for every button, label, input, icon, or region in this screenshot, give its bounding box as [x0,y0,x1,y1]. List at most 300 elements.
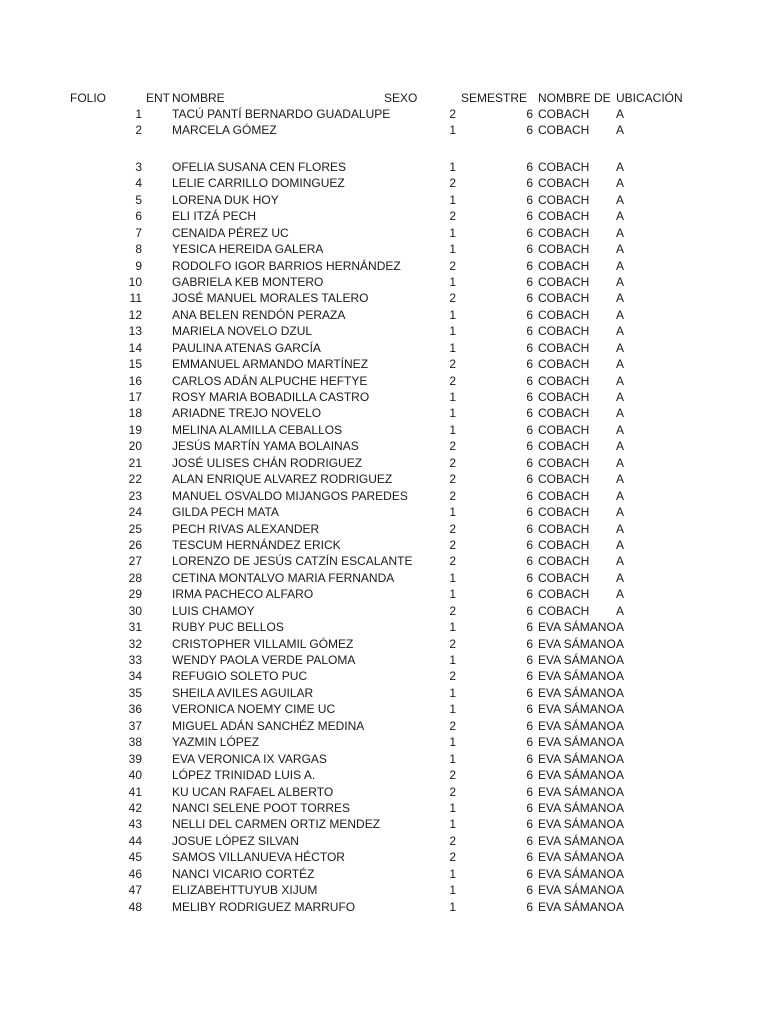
cell-sexo: 1 [449,159,456,174]
cell-number: 8 [135,242,142,257]
cell-ubicacion: A [616,274,625,289]
cell-escuela: COBACH [538,307,590,322]
cell-ubicacion: A [616,669,625,684]
table-row [0,340,768,356]
cell-escuela: EVA SÁMANO [538,800,616,815]
cell-semestre: 6 [526,422,533,437]
cell-number: 19 [128,422,142,437]
table-row [0,800,768,816]
cell-escuela: COBACH [538,505,590,520]
cell-ubicacion: A [616,620,625,635]
cell-nombre: WENDY PAOLA VERDE PALOMA [172,653,356,667]
cell-sexo: 2 [449,258,456,273]
cell-sexo: 2 [449,291,456,306]
cell-number: 5 [135,192,142,207]
cell-ubicacion: A [616,390,625,404]
cell-semestre: 6 [526,768,533,783]
cell-semestre: 6 [526,274,533,289]
cell-ubicacion: A [616,291,625,306]
cell-number: 30 [128,603,142,618]
cell-ubicacion: A [616,192,625,207]
cell-escuela: EVA SÁMANO [538,883,616,898]
cell-semestre: 6 [526,324,533,339]
cell-escuela: EVA SÁMANO [538,702,616,717]
cell-ubicacion: A [616,702,625,717]
cell-sexo: 1 [449,817,456,832]
cell-sexo: 1 [449,390,456,404]
cell-number: 15 [128,357,142,372]
cell-escuela: EVA SÁMANO [538,768,616,783]
cell-number: 38 [128,735,142,750]
table-row [0,619,768,635]
table-row [0,455,768,471]
table-row [0,849,768,865]
table-row [0,241,768,257]
cell-nombre: NANCI SELENE POOT TORRES [172,800,351,815]
cell-nombre: GABRIELA KEB MONTERO [172,274,324,289]
cell-ubicacion: A [616,768,625,783]
cell-escuela: EVA SÁMANO [538,833,616,848]
cell-semestre: 6 [526,620,533,635]
cell-escuela: EVA SÁMANO [538,784,616,799]
table-row [0,389,768,405]
cell-sexo: 1 [449,800,456,815]
cell-escuela: COBACH [538,554,590,569]
cell-semestre: 6 [526,784,533,799]
cell-ubicacion: A [616,587,625,602]
cell-ubicacion: A [616,357,625,372]
cell-ubicacion: A [616,735,625,750]
table-row [0,521,768,537]
cell-number: 35 [128,685,142,700]
cell-ubicacion: A [616,422,625,437]
cell-escuela: COBACH [538,537,590,552]
cell-number: 22 [128,472,142,487]
cell-escuela: COBACH [538,357,590,372]
table-row [0,685,768,701]
cell-sexo: 2 [449,176,456,191]
table-row [0,652,768,668]
cell-semestre: 6 [526,357,533,372]
table-row [0,570,768,586]
cell-nombre: OFELIA SUSANA CEN FLORES [172,159,347,174]
cell-escuela: COBACH [538,291,590,306]
cell-escuela: COBACH [538,176,590,191]
cell-nombre: REFUGIO SOLETO PUC [172,669,308,684]
header-ubicacion: UBICACIÓN [616,91,683,105]
cell-sexo: 2 [449,521,456,536]
cell-escuela: COBACH [538,258,590,273]
cell-sexo: 1 [449,422,456,437]
cell-semestre: 6 [526,390,533,404]
cell-ubicacion: A [616,242,625,257]
cell-sexo: 2 [449,472,456,487]
table-row [0,274,768,290]
cell-semestre: 6 [526,159,533,174]
cell-semestre: 6 [526,439,533,454]
cell-ubicacion: A [616,718,625,733]
cell-number: 40 [128,768,142,783]
cell-semestre: 6 [526,406,533,421]
cell-sexo: 2 [449,833,456,848]
cell-escuela: COBACH [538,242,590,257]
table-row [0,586,768,602]
cell-number: 28 [128,570,142,585]
cell-ubicacion: A [616,340,625,355]
cell-sexo: 1 [449,192,456,207]
cell-nombre: JOSÉ ULISES CHÁN RODRIGUEZ [172,455,363,470]
cell-nombre: KU UCAN RAFAEL ALBERTO [172,784,334,799]
cell-ubicacion: A [616,603,625,618]
cell-nombre: JESÚS MARTÍN YAMA BOLAINAS [172,439,359,454]
cell-escuela: COBACH [538,422,590,437]
cell-escuela: EVA SÁMANO [538,866,616,881]
cell-ubicacion: A [616,159,625,174]
cell-sexo: 1 [449,307,456,322]
cell-semestre: 6 [526,521,533,536]
cell-escuela: EVA SÁMANO [538,817,616,832]
cell-escuela: COBACH [538,107,590,121]
cell-semestre: 6 [526,554,533,569]
cell-semestre: 6 [526,735,533,750]
cell-sexo: 1 [449,324,456,339]
cell-sexo: 2 [449,669,456,684]
cell-nombre: IRMA PACHECO ALFARO [172,587,314,602]
cell-escuela: EVA SÁMANO [538,850,616,865]
cell-sexo: 1 [449,123,456,138]
cell-escuela: COBACH [538,488,590,503]
cell-sexo: 2 [449,488,456,503]
table-row [0,175,768,191]
cell-nombre: CETINA MONTALVO MARIA FERNANDA [172,570,395,585]
cell-nombre: PECH RIVAS ALEXANDER [172,521,320,536]
cell-nombre: MIGUEL ADÁN SANCHÉZ MEDINA [172,718,365,733]
cell-ubicacion: A [616,570,625,585]
table-row [0,488,768,504]
cell-escuela: EVA SÁMANO [538,735,616,750]
cell-nombre: MELIBY RODRIGUEZ MARRUFO [172,899,356,914]
cell-ubicacion: A [616,455,625,470]
cell-nombre: YAZMIN LÓPEZ [172,735,260,750]
cell-nombre: MELINA ALAMILLA CEBALLOS [172,422,343,437]
cell-sexo: 1 [449,587,456,602]
cell-number: 43 [128,817,142,832]
cell-escuela: EVA SÁMANO [538,620,616,635]
cell-escuela: COBACH [538,587,590,602]
cell-number: 29 [128,587,142,602]
cell-escuela: EVA SÁMANO [538,751,616,766]
cell-sexo: 1 [449,899,456,914]
cell-nombre: JOSÉ MANUEL MORALES TALERO [172,291,369,306]
cell-escuela: COBACH [538,390,590,404]
cell-nombre: EMMANUEL ARMANDO MARTÍNEZ [172,357,369,372]
cell-ubicacion: A [616,800,625,815]
cell-ubicacion: A [616,307,625,322]
cell-nombre: ELI ITZÁ PECH [172,209,257,224]
cell-escuela: COBACH [538,603,590,618]
table-row [0,636,768,652]
cell-ubicacion: A [616,899,625,914]
cell-sexo: 1 [449,751,456,766]
cell-sexo: 1 [449,340,456,355]
cell-number: 45 [128,850,142,865]
cell-sexo: 1 [449,406,456,421]
cell-ubicacion: A [616,653,625,667]
cell-nombre: TESCUM HERNÁNDEZ ERICK [172,537,341,552]
cell-nombre: EVA VERONICA IX VARGAS [172,751,327,766]
cell-nombre: CARLOS ADÁN ALPUCHE HEFTYE [172,373,368,388]
cell-nombre: LORENZO DE JESÚS CATZÍN ESCALANTE [172,554,413,569]
cell-nombre: YESICA HEREIDA GALERA [172,242,324,257]
cell-escuela: EVA SÁMANO [538,669,616,684]
header-sexo: SEXO [384,91,418,105]
cell-sexo: 2 [449,373,456,388]
cell-sexo: 2 [449,603,456,618]
cell-escuela: COBACH [538,521,590,536]
cell-number: 34 [128,669,142,684]
cell-sexo: 2 [449,209,456,224]
cell-sexo: 2 [449,107,456,121]
cell-number: 21 [128,455,142,470]
table-row [0,225,768,241]
cell-ubicacion: A [616,636,625,651]
header-row [0,90,768,106]
cell-ubicacion: A [616,833,625,848]
blank-row [0,139,768,159]
table-row [0,192,768,208]
header-escuela: NOMBRE DE [538,91,611,105]
cell-nombre: JOSUE LÓPEZ SILVAN [172,833,299,848]
cell-nombre: ROSY MARIA BOBADILLA CASTRO [172,390,370,404]
cell-ubicacion: A [616,472,625,487]
cell-semestre: 6 [526,817,533,832]
cell-sexo: 1 [449,653,456,667]
cell-ubicacion: A [616,751,625,766]
cell-ubicacion: A [616,883,625,898]
cell-number: 11 [129,291,142,306]
cell-number: 36 [128,702,142,717]
cell-number: 18 [128,406,142,421]
cell-ubicacion: A [616,123,625,138]
cell-ubicacion: A [616,537,625,552]
cell-semestre: 6 [526,123,533,138]
cell-sexo: 2 [449,357,456,372]
cell-nombre: NANCI VICARIO CORTÉZ [172,866,315,881]
cell-sexo: 1 [449,505,456,520]
cell-semestre: 6 [526,669,533,684]
cell-semestre: 6 [526,751,533,766]
cell-number: 14 [128,340,142,355]
header-nombre: NOMBRE [172,91,225,105]
cell-ubicacion: A [616,505,625,520]
cell-number: 13 [128,324,142,339]
table-row [0,405,768,421]
cell-escuela: COBACH [538,324,590,339]
cell-semestre: 6 [526,373,533,388]
table-row [0,603,768,619]
cell-ubicacion: A [616,817,625,832]
cell-escuela: COBACH [538,373,590,388]
cell-sexo: 2 [449,850,456,865]
cell-nombre: ANA BELEN RENDÓN PERAZA [172,307,346,322]
cell-sexo: 2 [449,784,456,799]
cell-sexo: 2 [449,768,456,783]
cell-sexo: 1 [449,685,456,700]
cell-number: 4 [135,176,142,191]
cell-ubicacion: A [616,258,625,273]
cell-number: 31 [128,620,142,635]
cell-sexo: 1 [449,702,456,717]
cell-semestre: 6 [526,488,533,503]
cell-number: 25 [128,521,142,536]
cell-semestre: 6 [526,653,533,667]
cell-sexo: 1 [449,866,456,881]
cell-semestre: 6 [526,850,533,865]
header-folio: FOLIO [70,91,107,105]
cell-escuela: COBACH [538,472,590,487]
cell-ubicacion: A [616,225,625,240]
cell-semestre: 6 [526,291,533,306]
cell-ubicacion: A [616,521,625,536]
cell-number: 16 [128,373,142,388]
table-row [0,866,768,882]
table-row [0,208,768,224]
cell-semestre: 6 [526,307,533,322]
header-semestre: SEMESTRE [461,91,528,105]
table-row [0,307,768,323]
cell-semestre: 6 [526,340,533,355]
spreadsheet [0,90,768,915]
cell-nombre: LUIS CHAMOY [172,603,255,618]
cell-escuela: COBACH [538,439,590,454]
cell-nombre: ALAN ENRIQUE ALVAREZ RODRIGUEZ [172,472,393,487]
table-row [0,122,768,138]
cell-escuela: COBACH [538,123,590,138]
cell-ubicacion: A [616,685,625,700]
table-row [0,373,768,389]
cell-number: 42 [128,800,142,815]
table-row [0,734,768,750]
cell-semestre: 6 [526,685,533,700]
table-row [0,751,768,767]
cell-nombre: MARCELA GÓMEZ [172,123,277,138]
cell-escuela: EVA SÁMANO [538,653,616,667]
cell-sexo: 2 [449,554,456,569]
cell-semestre: 6 [526,176,533,191]
cell-semestre: 6 [526,192,533,207]
table-row [0,537,768,553]
cell-escuela: COBACH [538,225,590,240]
cell-nombre: TACÚ PANTÍ BERNARDO GUADALUPE [172,107,391,121]
cell-number: 47 [128,883,142,898]
cell-escuela: EVA SÁMANO [538,636,616,651]
cell-number: 2 [135,123,142,138]
cell-number: 20 [128,439,142,454]
cell-number: 17 [128,390,142,404]
cell-number: 23 [128,488,142,503]
cell-number: 9 [135,258,142,273]
table-row [0,816,768,832]
cell-sexo: 1 [449,242,456,257]
header-ent: ENT [146,91,170,105]
table-row [0,718,768,734]
cell-semestre: 6 [526,258,533,273]
cell-number: 32 [128,636,142,651]
cell-sexo: 1 [449,620,456,635]
table-row [0,553,768,569]
cell-escuela: COBACH [538,274,590,289]
cell-number: 41 [128,784,142,799]
table-row [0,833,768,849]
table-row [0,258,768,274]
table-row [0,471,768,487]
cell-nombre: MANUEL OSVALDO MIJANGOS PAREDES [172,488,408,503]
cell-number: 24 [128,505,142,520]
cell-semestre: 6 [526,242,533,257]
cell-number: 7 [135,225,142,240]
cell-sexo: 1 [449,225,456,240]
cell-ubicacion: A [616,488,625,503]
cell-nombre: ARIADNE TREJO NOVELO [172,406,322,421]
cell-number: 37 [128,718,142,733]
cell-semestre: 6 [526,603,533,618]
table-row [0,422,768,438]
cell-nombre: NELLI DEL CARMEN ORTIZ MENDEZ [172,817,381,832]
table-row [0,106,768,122]
cell-escuela: EVA SÁMANO [538,718,616,733]
cell-sexo: 2 [449,636,456,651]
table-row [0,438,768,454]
cell-escuela: COBACH [538,340,590,355]
cell-number: 27 [128,554,142,569]
cell-nombre: CRISTOPHER VILLAMIL GÓMEZ [172,636,354,651]
table-row [0,290,768,306]
table-row [0,767,768,783]
cell-number: 46 [128,866,142,881]
cell-semestre: 6 [526,702,533,717]
cell-nombre: ELIZABEHTTUYUB XIJUM [172,883,318,898]
cell-ubicacion: A [616,209,625,224]
cell-semestre: 6 [526,209,533,224]
cell-number: 44 [128,833,142,848]
cell-semestre: 6 [526,472,533,487]
cell-nombre: VERONICA NOEMY CIME UC [172,702,336,717]
cell-ubicacion: A [616,439,625,454]
cell-nombre: CENAIDA PÉREZ UC [172,225,289,240]
table-row [0,323,768,339]
cell-number: 26 [128,537,142,552]
cell-sexo: 1 [449,570,456,585]
cell-ubicacion: A [616,554,625,569]
cell-escuela: COBACH [538,209,590,224]
cell-nombre: LÓPEZ TRINIDAD LUIS A. [172,768,316,783]
cell-semestre: 6 [526,899,533,914]
table-row [0,899,768,915]
cell-nombre: GILDA PECH MATA [172,505,279,520]
cell-semestre: 6 [526,107,533,121]
cell-escuela: COBACH [538,159,590,174]
cell-number: 1 [135,107,142,121]
cell-sexo: 2 [449,537,456,552]
cell-nombre: RODOLFO IGOR BARRIOS HERNÁNDEZ [172,258,401,273]
cell-nombre: SHEILA AVILES AGUILAR [172,685,314,700]
cell-number: 10 [128,274,142,289]
cell-escuela: COBACH [538,570,590,585]
cell-nombre: RUBY PUC BELLOS [172,620,284,635]
cell-number: 39 [128,751,142,766]
table-row [0,159,768,175]
table-body [0,106,768,915]
